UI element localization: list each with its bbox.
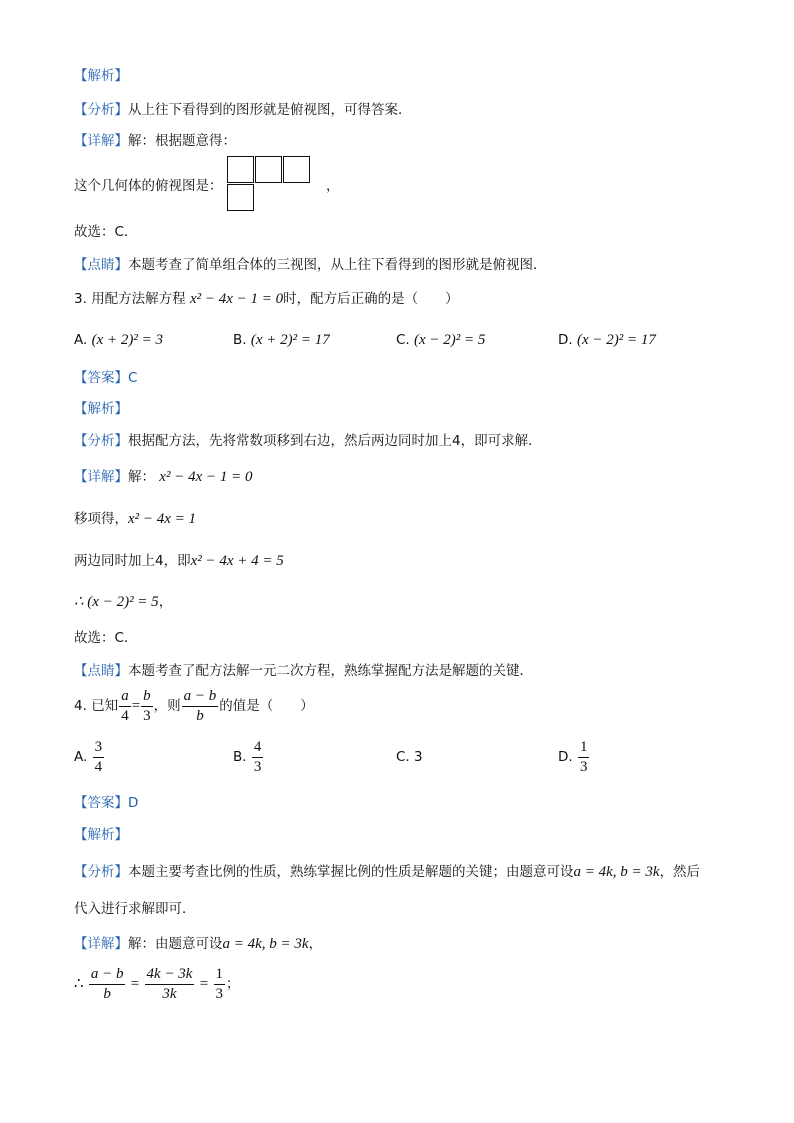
- q2-detail-text: 解：根据题意得：: [128, 133, 236, 149]
- q4-final-eq1: =: [130, 976, 140, 992]
- q4-given-left-den: 4: [121, 707, 129, 724]
- q3-detail-line: [74, 467, 252, 487]
- q3-detail-pre: 解：: [128, 469, 155, 485]
- q4-option-a-label: A.: [74, 749, 88, 765]
- q4-analysis-heading: 【解析】: [74, 827, 128, 843]
- q2-analysis-line: [74, 100, 412, 120]
- q4-answer: 【答案】D: [74, 795, 139, 811]
- q4-option-b-num: 4: [252, 740, 264, 758]
- top-view-figure: [227, 156, 313, 214]
- q3-equation: x² − 4x − 1 = 0: [189, 291, 284, 307]
- q3-step3-pre: 两边同时加上4，即: [74, 553, 191, 569]
- q3-step3-line: [74, 551, 284, 571]
- q3-step1: x² − 4x − 1 = 0: [159, 469, 253, 485]
- q4-detail-sub: a = 4k, b = 3k: [222, 936, 309, 952]
- q4-option-d-fraction: [578, 740, 590, 775]
- q4-analysis-text: 本题主要考查比例的性质，熟练掌握比例的性质是解题的关键；由题意可设: [128, 864, 574, 880]
- q4-option-c-text: 3: [414, 749, 423, 765]
- q3-option-b-text: (x + 2)² = 17: [250, 332, 330, 348]
- q4-final-frac1-den: b: [103, 985, 111, 1002]
- q2-analysis-tag: 【分析】: [74, 102, 128, 118]
- q2-analysis-text: 从上往下看得到的图形就是俯视图，可得答案．: [128, 102, 412, 118]
- q4-analysis-line2: 代入进行求解即可．: [74, 901, 196, 917]
- q3-option-d: [558, 332, 656, 349]
- q3-analysis-heading: 【解析】: [74, 401, 128, 417]
- q3-option-c-label: C.: [396, 332, 410, 348]
- q4-stem: [74, 688, 314, 724]
- q4-final-frac1-num: a − b: [89, 967, 126, 985]
- q4-option-b-den: 3: [253, 758, 262, 775]
- q3-option-a-label: A.: [74, 332, 88, 348]
- q3-analysis-line: [74, 431, 542, 451]
- q2-top-view-label: 这个几何体的俯视图是：: [74, 178, 223, 194]
- q4-ask-num: a − b: [182, 689, 219, 707]
- q4-option-c-label: C.: [396, 749, 410, 765]
- q4-given-fraction-left: [119, 689, 131, 724]
- q2-choice: 故选：C．: [74, 224, 138, 240]
- q4-analysis-tag: 【分析】: [74, 864, 128, 880]
- top-view-cell: [227, 156, 254, 183]
- q4-detail-post: ，: [308, 936, 323, 952]
- q4-final-frac3: [214, 967, 226, 1002]
- q4-option-a-num: 3: [93, 740, 105, 758]
- q3-remark-text: 本题考查了配方法解一元二次方程，熟练掌握配方法是解题的关键．: [128, 663, 533, 679]
- q3-detail-tag: 【详解】: [74, 469, 128, 485]
- q4-final-frac3-den: 3: [215, 985, 224, 1002]
- q4-option-d: [558, 738, 590, 776]
- q2-remark-line: [74, 255, 547, 275]
- q4-analysis-line: [74, 862, 700, 882]
- q2-remark-tag: 【点睛】: [74, 257, 128, 273]
- q3-step4-post: ，: [158, 594, 173, 610]
- q3-remark-tag: 【点睛】: [74, 663, 128, 679]
- q4-given-right-num: b: [141, 689, 153, 707]
- q3-answer: 【答案】C: [74, 370, 138, 386]
- q4-analysis-sub: a = 4k, b = 3k: [573, 864, 660, 880]
- q2-analysis-heading: 【解析】: [74, 68, 128, 84]
- q4-option-b-fraction: [252, 740, 264, 775]
- q4-given-fraction-right: [141, 689, 153, 724]
- q4-final-end: ；: [226, 976, 240, 992]
- q3-step3: x² − 4x + 4 = 5: [190, 553, 284, 569]
- q3-option-b-label: B.: [233, 332, 247, 348]
- q4-detail-line: [74, 934, 322, 954]
- q4-stem-pre: 已知: [91, 698, 119, 714]
- q2-detail-line: [74, 131, 236, 151]
- q3-analysis-tag: 【分析】: [74, 433, 128, 449]
- q4-final-line: [74, 962, 240, 1006]
- q2-top-view-comma: ，: [326, 178, 340, 194]
- q4-detail-pre: 解：由题意可设: [128, 936, 223, 952]
- q3-option-d-text: (x − 2)² = 17: [576, 332, 656, 348]
- q2-detail-tag: 【详解】: [74, 133, 128, 149]
- q4-option-a-fraction: [93, 740, 105, 775]
- q4-option-d-den: 3: [579, 758, 588, 775]
- q4-given-right-den: 3: [143, 707, 151, 724]
- q3-step2: x² − 4x = 1: [128, 511, 197, 527]
- q4-option-b-label: B.: [233, 749, 247, 765]
- q4-option-a-den: 4: [94, 758, 103, 775]
- top-view-cell: [255, 156, 282, 183]
- q3-stem-pre: 用配方法解方程: [91, 291, 186, 307]
- q4-analysis-post: ，然后: [659, 864, 701, 880]
- q4-final-frac2-num: 4k − 3k: [145, 967, 195, 985]
- q3-option-b: [233, 332, 330, 349]
- q3-option-a-text: (x + 2)² = 3: [91, 332, 163, 348]
- q3-analysis-text: 根据配方法，先将常数项移到右边，然后两边同时加上4，即可求解．: [128, 433, 542, 449]
- q4-given-eq: =: [131, 698, 141, 714]
- q4-option-c: [396, 738, 423, 776]
- q4-final-frac3-num: 1: [214, 967, 226, 985]
- q3-stem: [74, 289, 459, 309]
- q3-option-d-label: D.: [558, 332, 573, 348]
- q4-option-b: [233, 738, 264, 776]
- q3-step4-line: [74, 592, 172, 612]
- q3-step2-pre: 移项得，: [74, 511, 128, 527]
- q4-given-left-num: a: [119, 689, 131, 707]
- q4-option-d-label: D.: [558, 749, 573, 765]
- q4-option-d-num: 1: [578, 740, 590, 758]
- q4-final-frac2-den: 3k: [162, 985, 177, 1002]
- q2-remark-text: 本题考查了简单组合体的三视图，从上往下看得到的图形就是俯视图．: [128, 257, 547, 273]
- q4-number: 4.: [74, 698, 87, 714]
- q4-final-frac1: [89, 967, 126, 1002]
- q3-option-c: [396, 332, 485, 349]
- top-view-cell: [227, 184, 254, 211]
- q3-option-a: [74, 332, 163, 349]
- q4-option-a: [74, 738, 105, 776]
- q4-ask-den: b: [196, 707, 204, 724]
- q4-final-eq2: =: [199, 976, 209, 992]
- q4-ask-fraction: [182, 689, 219, 724]
- q4-stem-mid: ，则: [153, 698, 181, 714]
- q3-remark-line: [74, 661, 533, 681]
- q3-choice: 故选：C．: [74, 630, 138, 646]
- q3-stem-post: 时，配方后正确的是（ ）: [283, 291, 459, 307]
- q4-stem-post: 的值是（ ）: [219, 698, 314, 714]
- q3-step4: ∴ (x − 2)² = 5: [74, 594, 159, 610]
- q3-number: 3.: [74, 291, 87, 307]
- q4-therefore: ∴: [74, 976, 84, 992]
- q4-detail-tag: 【详解】: [74, 936, 128, 952]
- q3-step2-line: [74, 509, 196, 529]
- q4-final-frac2: [145, 967, 195, 1002]
- q3-option-c-text: (x − 2)² = 5: [414, 332, 486, 348]
- top-view-cell: [283, 156, 310, 183]
